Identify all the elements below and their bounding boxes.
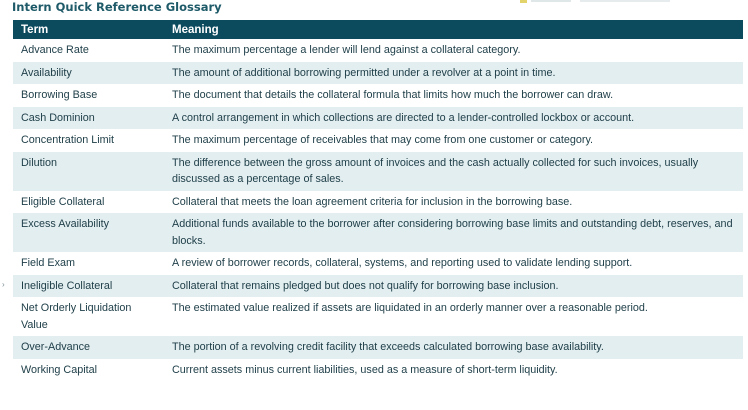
table-row — [13, 39, 743, 62]
term-cell: Eligible Collateral — [13, 191, 160, 214]
table-row — [13, 107, 743, 130]
term-cell: Net Orderly Liquidation Value — [13, 297, 160, 336]
meaning-cell: A control arrangement in which collections are directed to a lender-controlled lockbox or account. — [160, 107, 743, 130]
meaning-cell: The amount of additional borrowing permitted under a revolver at a point in time. — [160, 62, 743, 85]
term-cell: Cash Dominion — [13, 107, 160, 130]
term-cell: Over-Advance — [13, 336, 160, 359]
glossary-table — [13, 20, 743, 381]
table-row — [13, 336, 743, 359]
meaning-cell: The document that details the collateral formula that limits how much the borrower can draw. — [160, 84, 743, 107]
table-row — [13, 84, 743, 107]
table-row — [13, 62, 743, 85]
text-fragment — [531, 0, 571, 2]
column-header-meaning: Meaning — [160, 20, 743, 39]
text-fragment — [580, 0, 670, 2]
header-row — [13, 20, 743, 39]
table-row — [13, 252, 743, 275]
table-row — [13, 191, 743, 214]
table-body — [13, 39, 743, 381]
term-cell: Ineligible Collateral — [13, 275, 160, 298]
meaning-cell: The maximum percentage of receivables that may come from one customer or category. — [160, 129, 743, 152]
term-cell: Concentration Limit — [13, 129, 160, 152]
term-cell: Borrowing Base — [13, 84, 160, 107]
table-row — [13, 359, 743, 382]
table-row — [13, 275, 743, 298]
table-row — [13, 213, 743, 252]
edge-mark: › — [2, 280, 5, 289]
table-row — [13, 129, 743, 152]
table-row — [13, 297, 743, 336]
meaning-cell: The difference between the gross amount of invoices and the cash actually collected for such invoices, usually discussed as a percentage of sales. — [160, 152, 743, 191]
page-title: Intern Quick Reference Glossary — [12, 0, 222, 14]
term-cell: Field Exam — [13, 252, 160, 275]
term-cell: Working Capital — [13, 359, 160, 382]
term-cell: Availability — [13, 62, 160, 85]
meaning-cell: The estimated value realized if assets are liquidated in an orderly manner over a reasonable period. — [160, 297, 743, 336]
meaning-cell: The maximum percentage a lender will lend against a collateral category. — [160, 39, 743, 62]
meaning-cell: Collateral that meets the loan agreement criteria for inclusion in the borrowing base. — [160, 191, 743, 214]
meaning-cell: Current assets minus current liabilities, used as a measure of short-term liquidity. — [160, 359, 743, 382]
meaning-cell: A review of borrower records, collateral, systems, and reporting used to validate lending support. — [160, 252, 743, 275]
table-header — [13, 20, 743, 39]
term-cell: Advance Rate — [13, 39, 160, 62]
meaning-cell: Additional funds available to the borrower after considering borrowing base limits and outstanding debt, reserves, and blocks. — [160, 213, 743, 252]
meaning-cell: The portion of a revolving credit facility that exceeds calculated borrowing base availability. — [160, 336, 743, 359]
cropped-top-fragment — [520, 0, 740, 4]
highlight-fragment — [520, 0, 527, 3]
term-cell: Dilution — [13, 152, 160, 191]
table-row — [13, 152, 743, 191]
column-header-term: Term — [13, 20, 160, 39]
term-cell: Excess Availability — [13, 213, 160, 252]
meaning-cell: Collateral that remains pledged but does not qualify for borrowing base inclusion. — [160, 275, 743, 298]
